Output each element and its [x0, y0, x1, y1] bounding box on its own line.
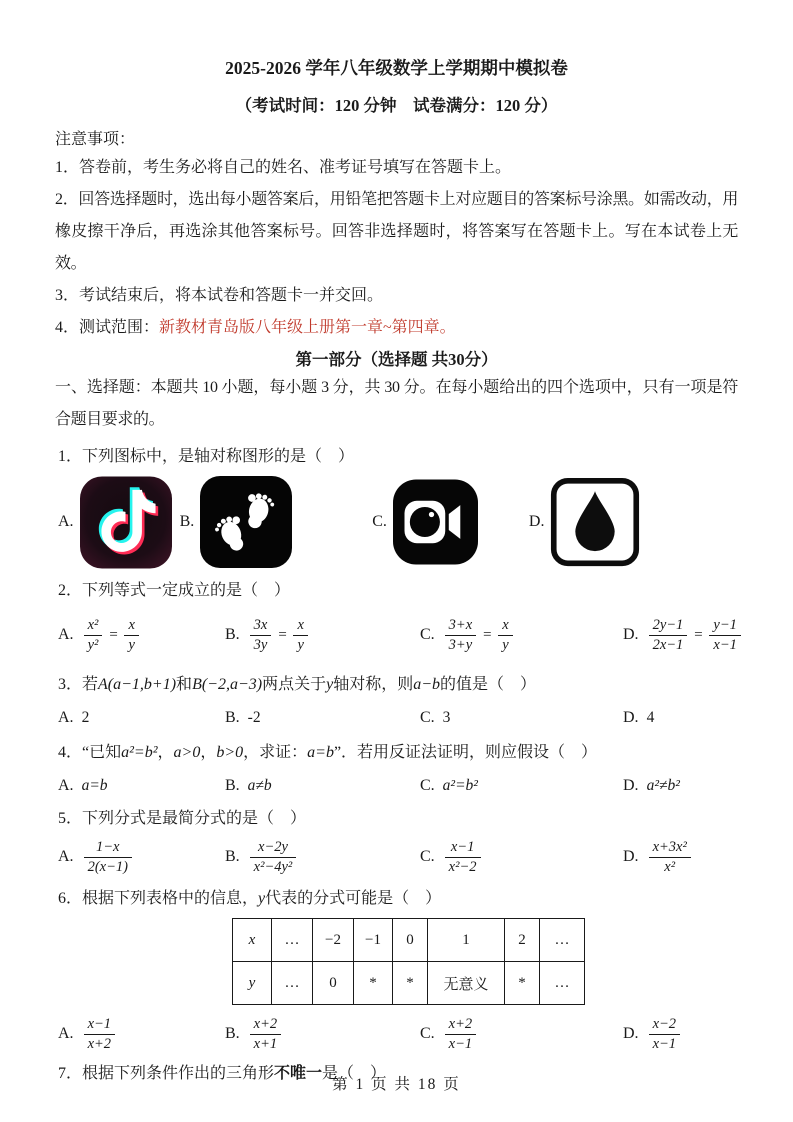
equals-sign: = [693, 626, 704, 643]
water-drop-icon [550, 477, 640, 567]
fraction: $\frac{y-1}{x-1}$ [709, 616, 740, 655]
footprints-icon [200, 476, 292, 568]
notice-item-3: 3．考试结束后，将本试卷和答题卡一并交回。 [55, 287, 384, 304]
fraction: $\frac{x-1}{x+2}$ [84, 1015, 115, 1054]
table-cell: … [272, 919, 313, 962]
fraction: $\frac{x-2}{x-1}$ [649, 1015, 680, 1054]
fraction: $\frac{x}{y}$ [124, 616, 138, 655]
tiktok-icon [80, 476, 172, 569]
question-5-stem: 5．下列分式是最简分式的是（ ） [58, 810, 307, 827]
table-cell: x [233, 919, 272, 962]
question-7-stem: 7．根据下列条件作出的三角形不唯一是（ ） [58, 1065, 387, 1082]
notice-item-2: 2．回答选择题时，选出每小题答案后，用铅笔把答题卡上对应题目的答案标号涂黑。如需改动，用橡皮擦干净后，再选涂其他答案标号。回答非选择题时，将答案写在答题卡上。写在本试卷上无效。 [55, 191, 738, 272]
q4-option-b: B. a≠b [225, 777, 272, 794]
table-cell: 0 [313, 962, 354, 1005]
q2-option-d [623, 616, 743, 655]
q6-option-c: C. $\frac{x+2}{x-1}$ [420, 1015, 623, 1054]
question-3-options [58, 704, 738, 732]
q1-option-d [529, 477, 641, 567]
option-label: B. [179, 513, 195, 530]
table-cell: * [393, 962, 428, 1005]
table-cell: −2 [313, 919, 354, 962]
q3-option-c: C. 3 [420, 709, 451, 726]
part1-heading: 第一部分（选择题 共30分） [295, 350, 498, 369]
question-2-options [58, 612, 738, 658]
question-3-stem: 3．若A(a−1,b+1)和B(−2,a−3)两点关于y轴对称，则a−b的值是（ ） [58, 676, 537, 693]
q4-option-c: C. a²=b² [420, 777, 478, 794]
question-6-stem: 6．根据下列表格中的信息，y代表的分式可能是（ ） [58, 890, 442, 907]
option-label: A. [58, 626, 74, 643]
option-label: C. [420, 626, 435, 643]
equals-sign: = [277, 626, 288, 643]
table-cell: … [540, 919, 585, 962]
table-row-x [233, 919, 585, 962]
fraction: $\frac{3+x}{3+y}$ [445, 616, 476, 655]
q4-option-d: D. a²≠b² [623, 777, 680, 794]
question-5-options [58, 834, 738, 880]
q3-option-d: D. 4 [623, 709, 655, 726]
q6-option-a: A. $\frac{x-1}{x+2}$ [58, 1015, 225, 1054]
table-cell: 无意义 [428, 962, 505, 1005]
fraction: $\frac{\text{x²}}{\text{y²}}$ [84, 616, 103, 655]
table-row-y [233, 962, 585, 1005]
question-6-options [58, 1011, 738, 1057]
question-4-stem: 4．“已知a²=b²，a>0，b>0，求证：a=b”．若用反证法证明，则应假设（ ） [58, 744, 598, 761]
page-footer: 第 1 页 共 18 页 [332, 1076, 461, 1093]
option-label: A. [58, 513, 74, 530]
fraction: $\frac{x}{y}$ [498, 616, 512, 655]
q2-option-b [225, 616, 420, 655]
q1-option-c [372, 475, 478, 569]
question-1-options [58, 474, 738, 570]
fraction: $\frac{x+2}{x-1}$ [445, 1015, 476, 1054]
table-cell: … [540, 962, 585, 1005]
fraction: $\frac{3x}{3y}$ [250, 616, 272, 655]
fraction: $\frac{2y-1}{2x-1}$ [649, 616, 688, 655]
option-label: D. [623, 626, 639, 643]
fraction: $\frac{x+2}{x+1}$ [250, 1015, 281, 1054]
exam-info-subtitle: （考试时间：120 分钟 试卷满分：120 分） [235, 96, 558, 115]
table-cell: 2 [505, 919, 540, 962]
q3-option-a: A. 2 [58, 709, 90, 726]
q5-option-c: C. $\frac{x-1}{\text{x²−2}}$ [420, 838, 623, 877]
q6-option-b: B. $\frac{x+2}{x+1}$ [225, 1015, 420, 1054]
q4-option-a: A. a=b [58, 777, 108, 794]
q6-option-d: D. $\frac{x-2}{x-1}$ [623, 1015, 738, 1054]
emphasis-bold-text: 不唯一 [274, 1065, 323, 1082]
q5-option-d: D. $\frac{\text{x+3x²}}{\text{x²}}$ [623, 838, 738, 877]
q1-option-a [58, 476, 172, 569]
q6-value-table [232, 918, 585, 1005]
table-cell: −1 [354, 919, 393, 962]
table-cell: y [233, 962, 272, 1005]
table-cell: 0 [393, 919, 428, 962]
table-cell: * [354, 962, 393, 1005]
fraction: $\frac{x-1}{\text{x²−2}}$ [445, 838, 481, 877]
q5-option-a: A. $\frac{1-x}{2(x-1)}$ [58, 838, 225, 877]
equals-sign: = [108, 626, 119, 643]
fraction: $\frac{x-2y}{\text{x²−4y²}}$ [250, 838, 297, 877]
test-scope-red-text: 新教材青岛版八年级上册第一章~第四章。 [159, 319, 456, 336]
fraction: $\frac{\text{x+3x²}}{\text{x²}}$ [649, 838, 691, 877]
table-cell: … [272, 962, 313, 1005]
q2-option-a [58, 616, 225, 655]
page-title: 2025-2026 学年八年级数学上学期期中模拟卷 [225, 58, 568, 78]
question-2-stem: 2．下列等式一定成立的是（ ） [58, 582, 291, 599]
option-label: D. [528, 513, 545, 530]
q5-option-b: B. $\frac{x-2y}{\text{x²−4y²}}$ [225, 838, 420, 877]
notice-item-4-prefix: 4．测试范围： [55, 319, 160, 336]
q1-option-b [180, 476, 293, 568]
option-label: C. [372, 513, 387, 530]
fraction: $\frac{1-x}{2(x-1)}$ [84, 838, 132, 877]
video-camera-icon [393, 475, 478, 569]
part1-intro: 一、选择题：本题共 10 小题，每小题 3 分，共 30 分。在每小题给出的四个选项中，只有一项是符合题目要求的。 [55, 379, 738, 428]
q2-option-c [420, 616, 623, 655]
notice-heading: 注意事项： [55, 131, 136, 148]
q3-option-b: B. -2 [225, 709, 261, 726]
question-4-options [58, 772, 738, 800]
question-1-stem: 1．下列图标中，是轴对称图形的是（ ） [58, 448, 355, 465]
notice-item-1: 1．答卷前，考生务必将自己的姓名、准考证号填写在答题卡上。 [55, 159, 512, 176]
option-label: B. [225, 626, 240, 643]
notice-item-4 [55, 312, 738, 344]
equals-sign: = [482, 626, 493, 643]
table-cell: 1 [428, 919, 505, 962]
table-cell: * [505, 962, 540, 1005]
fraction: $\frac{x}{y}$ [293, 616, 307, 655]
